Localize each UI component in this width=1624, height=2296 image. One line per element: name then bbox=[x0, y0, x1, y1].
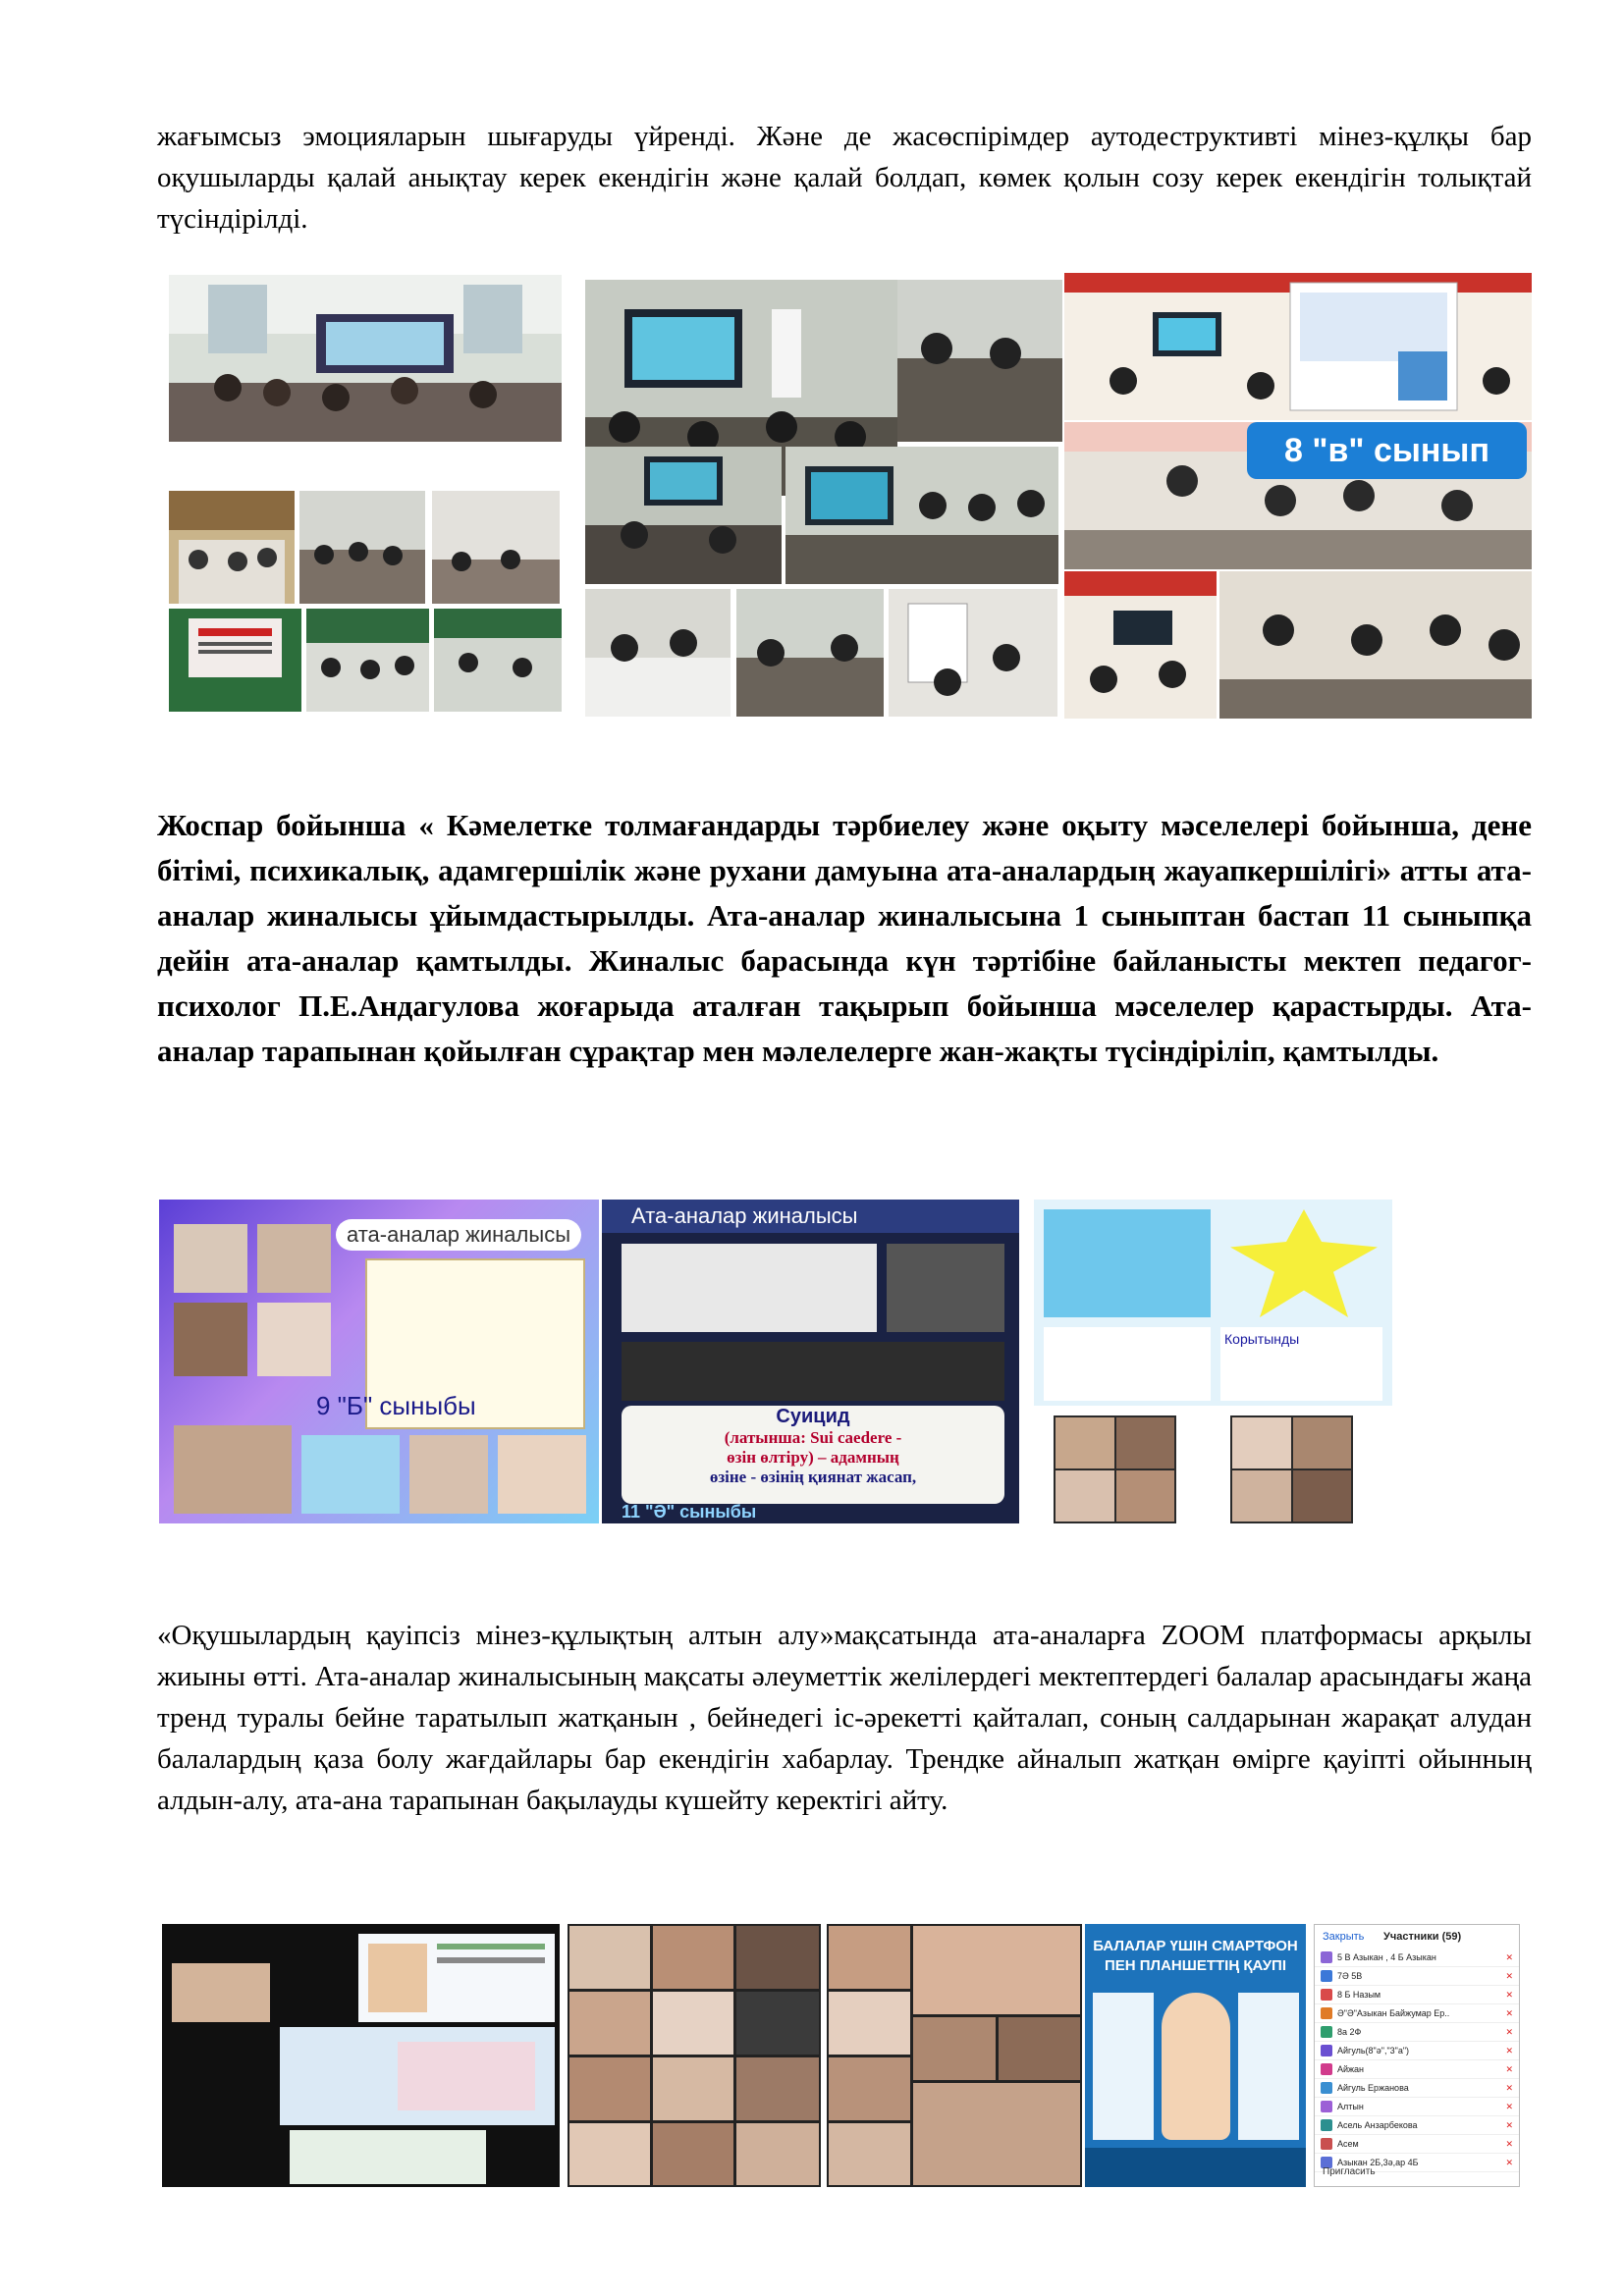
classroom-photo-7 bbox=[434, 609, 562, 712]
classroom-photo-13 bbox=[889, 589, 1057, 717]
classroom-photo-12 bbox=[736, 589, 884, 717]
poster-left-list bbox=[1093, 1993, 1154, 2140]
poster-icons-row bbox=[1085, 2148, 1306, 2187]
participant-name: 8а 2Ф bbox=[1337, 2027, 1362, 2037]
mic-muted-icon: ✕ bbox=[1505, 2119, 1513, 2130]
zoom-screen-gallery-2 bbox=[827, 1924, 1082, 2187]
classroom-photo-17 bbox=[1064, 571, 1217, 719]
slide2-title: Ата-аналар жиналысы bbox=[602, 1200, 1019, 1233]
participants-close[interactable]: Закрыть bbox=[1323, 1931, 1365, 1943]
poster-title-line2: ПЕН ПЛАНШЕТТІҢ ҚАУПІ bbox=[1104, 1957, 1287, 1974]
slide3-star bbox=[1230, 1209, 1378, 1317]
mic-muted-icon: ✕ bbox=[1505, 1989, 1513, 2000]
participant-name: 7Ә 5В bbox=[1337, 1971, 1363, 1981]
mic-muted-icon: ✕ bbox=[1505, 1970, 1513, 1981]
participant-avatar bbox=[1321, 2082, 1332, 2094]
zoom-screen-gallery-1 bbox=[568, 1924, 821, 2187]
classroom-photo-4 bbox=[432, 491, 560, 604]
meeting-paragraph: Жоспар бойынша « Кәмелетке толмағандарды тәрбиелеу және оқыту мәселелері бойынша, дене бітімі, психикалық, адамгершілік және рухани дамуына ата-аналардың жауапкершілігі» атты ата-аналар жиналысы ұйымдастырылды. Ата-аналар жиналысына 1 сыныптан бастап 11 сыныпқа дейін ата-аналар қамтылды. Жиналыс барасында күн тәртібіне байланысты мектеп педагог-психолог П.Е.Андагулова жоғарыда аталған тақырып бойынша мәселелер қарастырды. Ата-аналар тарапынан қойылған сұрақтар мен мәлелелерге жан-жақты түсіндіріліп, қамтылды. bbox=[157, 808, 1532, 1068]
mic-muted-icon: ✕ bbox=[1505, 1951, 1513, 1962]
participant-list bbox=[1315, 1949, 1519, 2172]
participant-row[interactable] bbox=[1315, 1949, 1519, 1967]
slide1-title: ата-аналар жиналысы bbox=[336, 1219, 581, 1251]
classroom-photo-14 bbox=[897, 280, 1062, 442]
participant-avatar bbox=[1321, 2063, 1332, 2075]
poster-baby-illustration bbox=[1162, 1993, 1230, 2140]
slide2-line3: өзіне - өзінің қиянат жасап, bbox=[709, 1468, 917, 1486]
participant-row[interactable] bbox=[1315, 1967, 1519, 1986]
mic-muted-icon: ✕ bbox=[1505, 2101, 1513, 2111]
classroom-photo-15 bbox=[1064, 273, 1532, 420]
smartphone-danger-poster bbox=[1085, 1924, 1306, 2187]
mic-muted-icon: ✕ bbox=[1505, 2138, 1513, 2149]
participant-video-5 bbox=[174, 1425, 292, 1514]
participant-avatar bbox=[1321, 2101, 1332, 2112]
slide3-text-block bbox=[1044, 1327, 1211, 1401]
slide2-line1: (латынша: Sui caedere - bbox=[724, 1428, 902, 1447]
slide3-summary-title: Корытынды bbox=[1220, 1327, 1382, 1401]
participant-video-1 bbox=[174, 1224, 247, 1293]
participant-name: 8 Б Назым bbox=[1337, 1990, 1381, 2000]
classroom-photo-18 bbox=[1219, 571, 1532, 719]
participant-avatar bbox=[1321, 2045, 1332, 2056]
classroom-photo-11 bbox=[585, 589, 731, 717]
participant-row[interactable] bbox=[1315, 2004, 1519, 2023]
participant-name: Ә"Ә"Азыкан Байжумар Ер.. bbox=[1337, 2008, 1450, 2018]
slide3-title-block bbox=[1044, 1209, 1211, 1317]
zoom-participants-panel bbox=[1314, 1924, 1520, 2187]
participant-avatar bbox=[1321, 2138, 1332, 2150]
participant-row[interactable] bbox=[1315, 2060, 1519, 2079]
poster-right-list bbox=[1238, 1993, 1299, 2140]
zoom-grid-1 bbox=[1054, 1415, 1176, 1523]
slide2-definition-box bbox=[622, 1406, 1004, 1504]
class-badge-8v bbox=[1247, 422, 1527, 479]
participant-name: Азыкан 2Б,3ә,ар 4Б bbox=[1337, 2158, 1419, 2167]
participant-video-3 bbox=[174, 1303, 247, 1376]
classroom-photo-9 bbox=[585, 447, 782, 584]
zoom-screen-presentation bbox=[162, 1924, 560, 2187]
participant-row[interactable] bbox=[1315, 2023, 1519, 2042]
participant-row[interactable] bbox=[1315, 2042, 1519, 2060]
participant-name: Айгуль Ержанова bbox=[1337, 2083, 1409, 2093]
participant-avatar bbox=[1321, 1989, 1332, 2001]
participants-invite[interactable]: Пригласить bbox=[1323, 2166, 1376, 2177]
mic-muted-icon: ✕ bbox=[1505, 2063, 1513, 2074]
slide2-zoom-row bbox=[622, 1342, 1004, 1401]
slide1-poster bbox=[301, 1435, 400, 1514]
classroom-photo-3 bbox=[299, 491, 425, 604]
classroom-photo-5 bbox=[169, 609, 301, 712]
participant-avatar bbox=[1321, 2119, 1332, 2131]
classroom-photo-2 bbox=[169, 491, 295, 604]
participant-row[interactable] bbox=[1315, 2079, 1519, 2098]
participant-avatar bbox=[1321, 2026, 1332, 2038]
classroom-photo-1 bbox=[169, 275, 562, 442]
meeting-slide-11a bbox=[602, 1200, 1019, 1523]
slide2-class-label: 11 "Ә" сыныбы bbox=[622, 1502, 757, 1522]
meeting-slide-summary bbox=[1034, 1200, 1392, 1406]
participant-name: Айжан bbox=[1337, 2064, 1365, 2074]
class-badge-text: 8 "в" сынып bbox=[1284, 431, 1489, 469]
meeting-slide-9b bbox=[159, 1200, 599, 1523]
zoom-grid-2 bbox=[1230, 1415, 1353, 1523]
participant-name: Асель Анзарбекова bbox=[1337, 2120, 1418, 2130]
participant-video-2 bbox=[257, 1224, 331, 1293]
participant-name: Айгуль(8"ә","3"а") bbox=[1337, 2046, 1410, 2056]
mic-muted-icon: ✕ bbox=[1505, 2082, 1513, 2093]
slide2-document bbox=[622, 1244, 877, 1332]
participant-avatar bbox=[1321, 1970, 1332, 1982]
participant-video-7 bbox=[498, 1435, 586, 1514]
zoom-paragraph: «Оқушылардың қауіпсіз мінез-құлықтың алтын алу»мақсатында ата-аналарға ZOOM платформасы арқылы жиыны өтті. Ата-аналар жиналысының мақсаты әлеуметтік желілердегі мектептердегі балалар арасындағы жаңа тренд туралы бейне таратылып жатқанын , бейнедегі іс-әрекетті қайталап, соның салдарынан жарақат алудан балалардың қаза болу жағдайлары бар екендігін хабарлау. Трендке айналып жатқан өмірге қауіпті ойынның алдын-алу, ата-ана тарапынан бақылауды күшейту керектігі айту. bbox=[157, 1620, 1532, 1816]
participant-avatar bbox=[1321, 2007, 1332, 2019]
participant-row[interactable] bbox=[1315, 1986, 1519, 2004]
mic-muted-icon: ✕ bbox=[1505, 2045, 1513, 2056]
participant-video-6 bbox=[409, 1435, 488, 1514]
slide2-line2: өзін өлтіру) – адамның bbox=[727, 1448, 899, 1467]
participant-row[interactable] bbox=[1315, 2098, 1519, 2116]
participant-name: Асем bbox=[1337, 2139, 1359, 2149]
intro-paragraph: жағымсыз эмоцияларын шығаруды үйренді. Және де жасөспірімдер аутодеструктивті мінез-құлқы бар оқушыларды қалай анықтау керек екендігін және қалай болдап, көмек қолын созу керек екендігін толықтай түсіндірілді. bbox=[157, 121, 1532, 235]
participant-name: Алтын bbox=[1337, 2102, 1364, 2111]
slide2-heading: Суицид bbox=[776, 1406, 850, 1427]
participant-name: 5 В Азыкан , 4 Б Азыкан bbox=[1337, 1952, 1436, 1962]
participant-video-4 bbox=[257, 1303, 331, 1376]
participant-row[interactable] bbox=[1315, 2135, 1519, 2154]
participant-row[interactable] bbox=[1315, 2116, 1519, 2135]
mic-muted-icon: ✕ bbox=[1505, 2157, 1513, 2167]
participants-header: Участники (59) bbox=[1383, 1931, 1462, 1943]
classroom-photo-6 bbox=[306, 609, 429, 712]
mic-muted-icon: ✕ bbox=[1505, 2026, 1513, 2037]
poster-title-line1: БАЛАЛАР ҮШІН СМАРТФОН bbox=[1093, 1938, 1298, 1954]
participant-avatar bbox=[1321, 1951, 1332, 1963]
slide1-class-label: 9 "Б" сыныбы bbox=[316, 1391, 476, 1420]
mic-muted-icon: ✕ bbox=[1505, 2007, 1513, 2018]
slide2-video-grid bbox=[887, 1244, 1004, 1332]
classroom-photo-10 bbox=[785, 447, 1058, 584]
